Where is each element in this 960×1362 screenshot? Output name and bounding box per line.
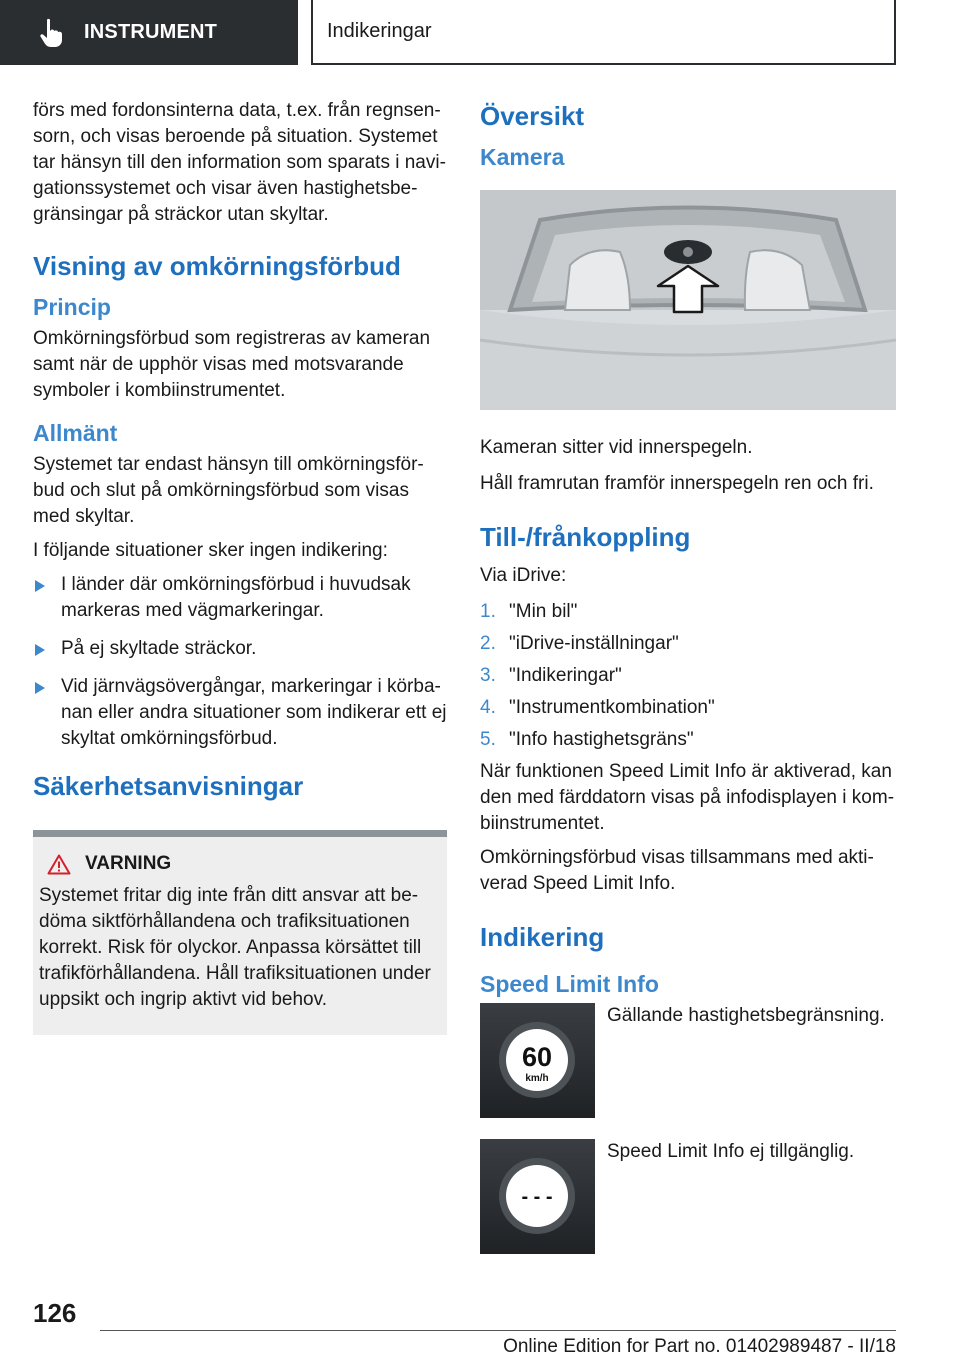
via-idrive: Via iDrive:	[480, 565, 567, 586]
triangle-bullet-icon	[35, 682, 45, 694]
list-item: 2. "iDrive-inställningar"	[480, 633, 679, 654]
section-tab	[0, 0, 298, 65]
triangle-bullet-icon	[35, 580, 45, 592]
heading-till-fran: Till-/frånkoppling	[480, 522, 691, 552]
heading-speed-limit-info: Speed Limit Info	[480, 971, 659, 997]
warning-divider	[33, 830, 447, 837]
section-title: INSTRUMENT	[84, 21, 218, 43]
speed-limit-unavailable-text: Speed Limit Info ej tillgänglig.	[607, 1141, 855, 1162]
princip-paragraph: Omkörningsförbud som registreras av kameran samt när de upphör visas med motsvarande symboler i kombiinstrumentet.	[33, 328, 431, 401]
chapter-title: Indikeringar	[327, 20, 432, 42]
warning-title: VARNING	[85, 853, 172, 874]
kamera-text-1: Kameran sitter vid innerspegeln.	[480, 437, 753, 458]
steps-list	[480, 599, 896, 753]
camera-location-image	[480, 190, 896, 410]
speed-limit-60-icon	[480, 1003, 595, 1118]
warning-text: Systemet fritar dig inte från ditt ansvar att bedöma siktförhållandena och trafiksituationen korrekt. Risk för olyckor. Anpassa körsättet till trafikförhållandena. Håll trafiksituationen under uppsikt och ingrip aktivt vid behov.	[39, 885, 431, 1010]
footer-divider	[100, 1330, 896, 1331]
after-steps-text-2: Omkörningsförbud visas tillsammans med aktiverad Speed Limit Info.	[480, 847, 874, 894]
warning-header	[47, 853, 439, 875]
list-item: 1. "Min bil"	[480, 601, 578, 622]
heading-indikering: Indikering	[480, 922, 605, 952]
allmant-paragraph: Systemet tar endast hänsyn till omkörningsförbud och slut på omkörningsförbud som visas med skyltar.	[33, 454, 424, 527]
triangle-bullet-icon	[35, 644, 45, 656]
footer-edition: Online Edition for Part no. 01402989487 - II/18	[503, 1336, 896, 1357]
left-column	[33, 98, 447, 1035]
right-column	[480, 98, 896, 1254]
after-steps-text-1: När funktionen Speed Limit Info är aktiverad, kan den med färddatorn visas på infodisplayen i kombiinstrumentet.	[480, 761, 895, 834]
heading-oversikt: Översikt	[480, 101, 585, 131]
speed-limit-row-unavailable	[480, 1139, 896, 1254]
heading-kamera: Kamera	[480, 144, 565, 170]
list-item: På ej skyltade sträckor.	[33, 636, 447, 662]
kamera-text-2: Håll framrutan framför innerspegeln ren och fri.	[480, 473, 874, 494]
intro-paragraph: förs med fordonsinterna data, t.ex. från regnsensorn, och visas beroende på situation. Systemet tar hänsyn till den information som sparats i navigationssystemet och visar även hastighetsbegränsingar på sträckor utan skyltar.	[33, 100, 446, 225]
speed-value: 60	[521, 1042, 553, 1072]
page-number: 126	[33, 1298, 77, 1328]
list-item: I länder där omkörningsförbud i huvudsak markeras med vägmarkeringar.	[33, 572, 447, 624]
heading-princip: Princip	[33, 294, 111, 320]
speed-limit-active-text: Gällande hastighetsbegränsning.	[607, 1005, 885, 1026]
speed-limit-row-active	[480, 1003, 896, 1118]
list-item: 4. "Instrumentkombination"	[480, 697, 715, 718]
heading-visning: Visning av omkörningsförbud	[33, 251, 401, 281]
speed-unit: km/h	[525, 1073, 549, 1084]
heading-sakerhet: Säkerhetsanvisningar	[33, 771, 304, 801]
heading-allmant: Allmänt	[33, 420, 118, 446]
speed-limit-unavailable-icon	[480, 1139, 595, 1254]
list-item: 5. "Info hastighetsgräns"	[480, 729, 694, 750]
chapter-tab	[311, 0, 896, 65]
speed-value: - - -	[521, 1186, 553, 1208]
situations-list	[33, 572, 447, 752]
warning-triangle-icon	[47, 854, 71, 875]
warning-box	[33, 837, 447, 1035]
situations-intro: I följande situationer sker ingen indikering:	[33, 540, 388, 561]
list-item: Vid järnvägsövergångar, markeringar i körbanan eller andra situationer som indikerar ett ej skyltat omkörningsförbud.	[33, 674, 447, 752]
list-item: 3. "Indikeringar"	[480, 665, 622, 686]
touch-hand-icon	[38, 18, 64, 48]
